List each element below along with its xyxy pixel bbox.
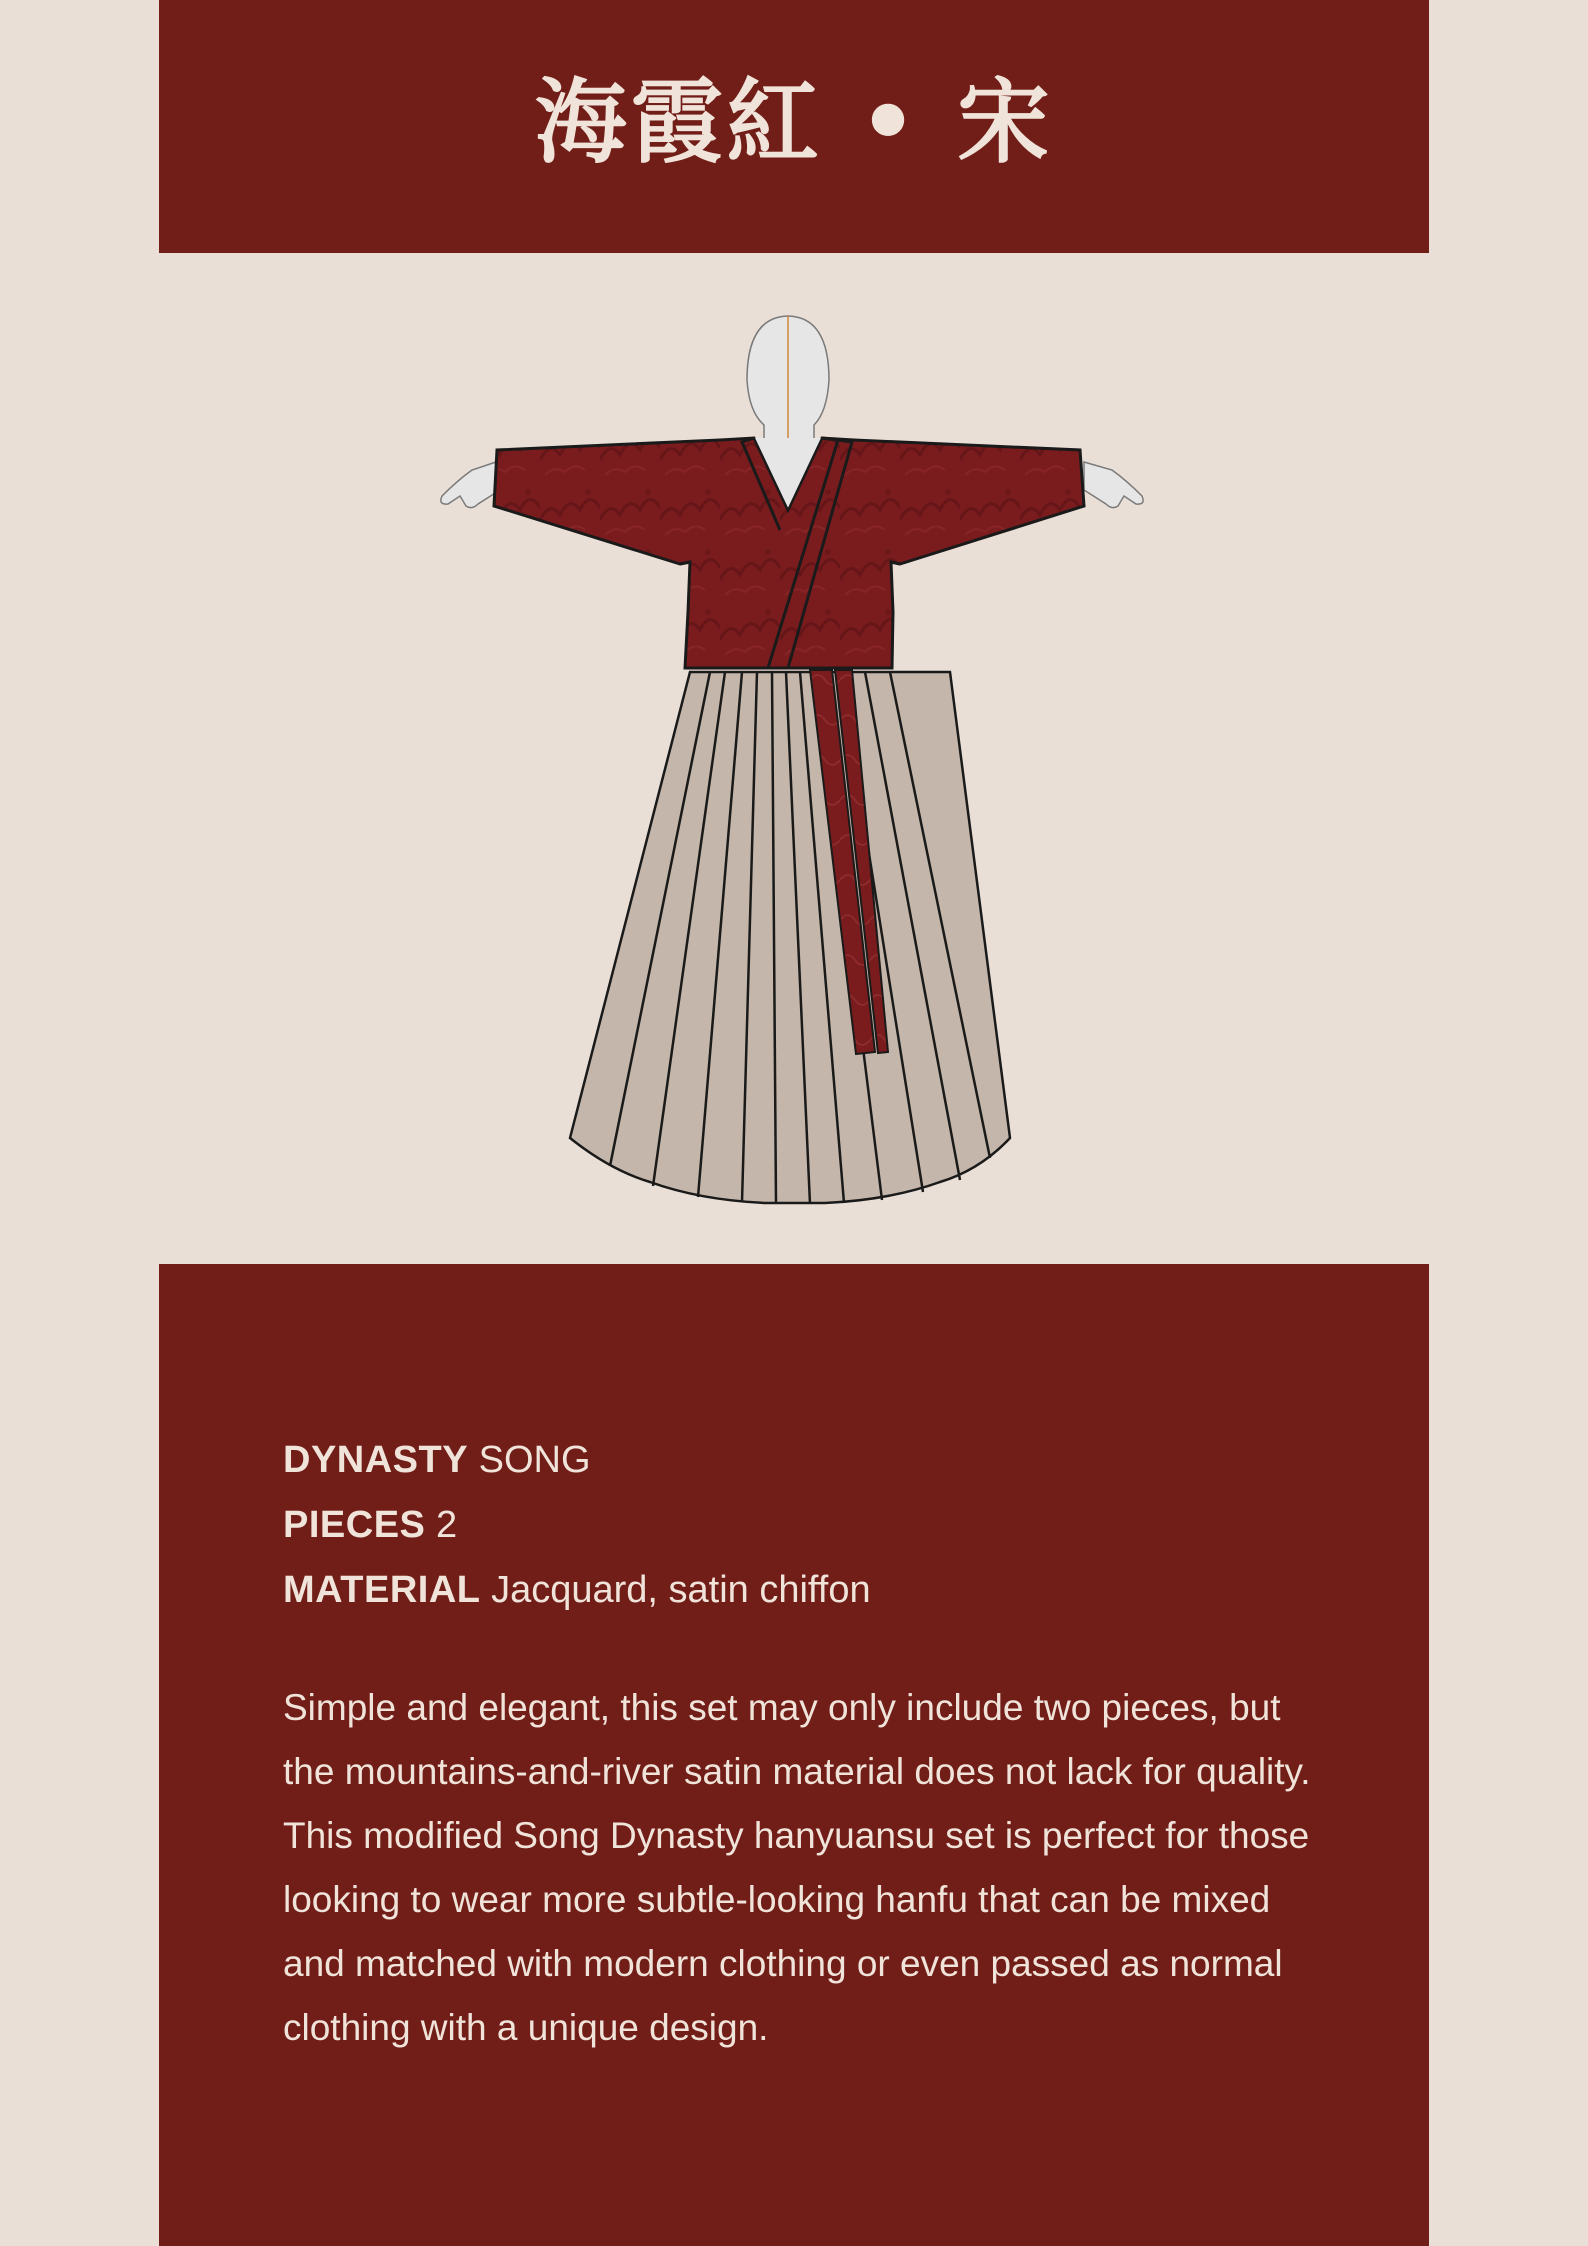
- spec-dynasty: [283, 1428, 871, 1493]
- material-label: MATERIAL: [283, 1569, 481, 1611]
- material-value: Jacquard, satin chiffon: [491, 1569, 871, 1611]
- page-title: 海霞紅 • 宋: [534, 68, 1054, 176]
- specs-list: [283, 1428, 871, 1623]
- pieces-label: PIECES: [283, 1504, 426, 1546]
- jacket: [494, 438, 1084, 668]
- dynasty-value: SONG: [478, 1439, 591, 1481]
- header-band: [159, 0, 1429, 253]
- skirt: [570, 672, 1010, 1204]
- mannequin: [747, 316, 829, 448]
- info-panel: [159, 1264, 1429, 2246]
- outfit-illustration: [420, 300, 1168, 1220]
- dynasty-label: DYNASTY: [283, 1439, 469, 1481]
- description-paragraph: Simple and elegant, this set may only include two pieces, but the mountains-and-river satin material does not lack for quality. This modified Song Dynasty hanyuansu set is perfect for those looking to wear more subtle-looking hanfu that can be mixed and matched with modern clothing or even passed as normal clothing with a unique design.: [283, 1687, 1311, 2048]
- spec-material: [283, 1558, 871, 1623]
- hanfu-figure: [420, 300, 1168, 1220]
- pieces-value: 2: [435, 1504, 458, 1546]
- spec-pieces: [283, 1493, 871, 1558]
